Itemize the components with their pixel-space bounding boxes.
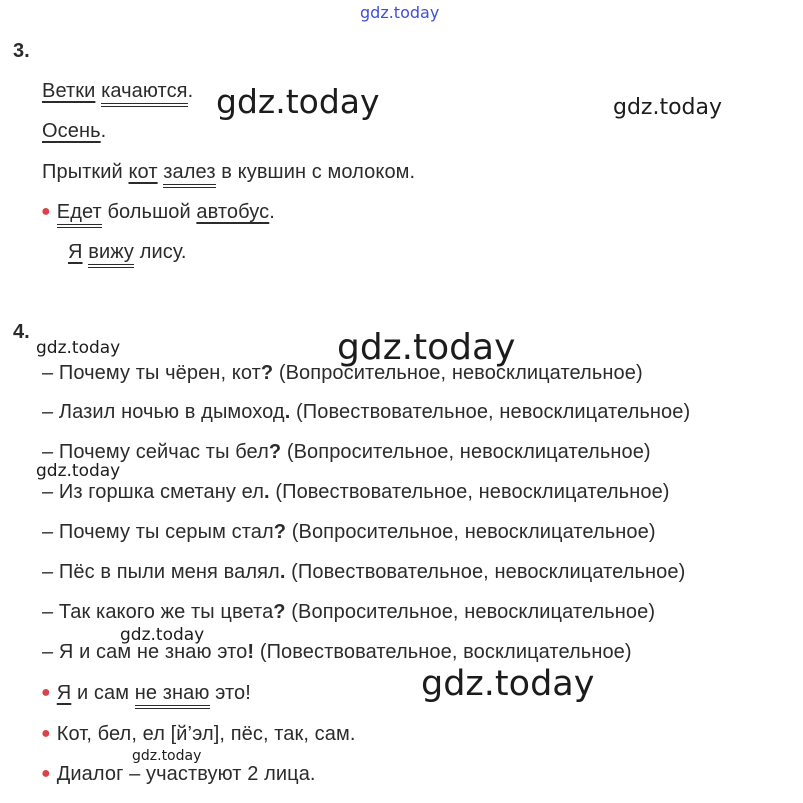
- watermark: gdz.today: [120, 625, 205, 645]
- subject-word: автобус: [196, 201, 270, 223]
- watermark: gdz.today: [36, 461, 121, 481]
- ex3-sentence-2: Осень.: [42, 120, 107, 142]
- dialogue-line: – Из горшка сметану ел. (Повествовательное, невосклицательное): [42, 481, 670, 503]
- ex3-sentence-3: Прыткий кот залез в кувшин с молоком.: [42, 160, 415, 184]
- ex3-sentence-4: ● Едет большой автобус.: [41, 200, 275, 226]
- exercise-4-number: 4.: [13, 321, 30, 343]
- bullet-icon: ●: [41, 203, 51, 220]
- predicate-word: залез: [163, 161, 215, 188]
- watermark: gdz.today: [36, 338, 121, 358]
- predicate-word: качаются: [101, 80, 188, 107]
- ex4-bullet-3: ● Диалог – участвуют 2 лица.: [41, 763, 316, 785]
- watermark: gdz.today: [216, 82, 380, 121]
- ex3-sentence-1: Ветки качаются.: [42, 79, 193, 103]
- predicate-word: вижу: [88, 241, 134, 268]
- subject-word: Ветки: [42, 80, 96, 102]
- watermark: gdz.today: [337, 327, 516, 368]
- predicate-word: не знаю: [135, 682, 210, 709]
- ex4-bullet-1: ● Я и сам не знаю это!: [41, 681, 251, 707]
- subject-word: Осень: [42, 120, 101, 142]
- subject-word: Я: [56, 682, 72, 704]
- dialogue-line: – Так какого же ты цвета? (Вопросительное, невосклицательное): [42, 601, 656, 623]
- ex4-bullet-2: ● Кот, бел, ел [й’эл], пёс, так, сам.: [41, 723, 356, 745]
- bullet-icon: ●: [41, 725, 51, 742]
- watermark: gdz.today: [613, 95, 723, 120]
- dialogue-line: – Почему ты чёрен, кот? (Вопросительное, невосклицательное): [42, 362, 643, 384]
- watermark: gdz.today: [360, 3, 440, 22]
- bullet-icon: ●: [41, 765, 51, 782]
- bullet-icon: ●: [41, 684, 51, 701]
- exercise-3-number: 3.: [13, 40, 30, 62]
- watermark: gdz.today: [421, 664, 595, 704]
- dialogue-line: – Почему сейчас ты бел? (Вопросительное, невосклицательное): [42, 441, 651, 463]
- dialogue-line: – Я и сам не знаю это! (Повествовательное, восклицательное): [42, 641, 632, 663]
- dialogue-line: – Пёс в пыли меня валял. (Повествовательное, невосклицательное): [42, 561, 686, 583]
- subject-word: Я: [68, 241, 83, 263]
- subject-word: кот: [128, 161, 158, 183]
- dialogue-line: – Лазил ночью в дымоход. (Повествовательное, невосклицательное): [42, 401, 691, 423]
- predicate-word: Едет: [57, 201, 102, 228]
- dialogue-line: – Почему ты серым стал? (Вопросительное, невосклицательное): [42, 521, 656, 543]
- watermark: gdz.today: [132, 748, 202, 764]
- ex3-sentence-5: Я вижу лису.: [68, 240, 187, 264]
